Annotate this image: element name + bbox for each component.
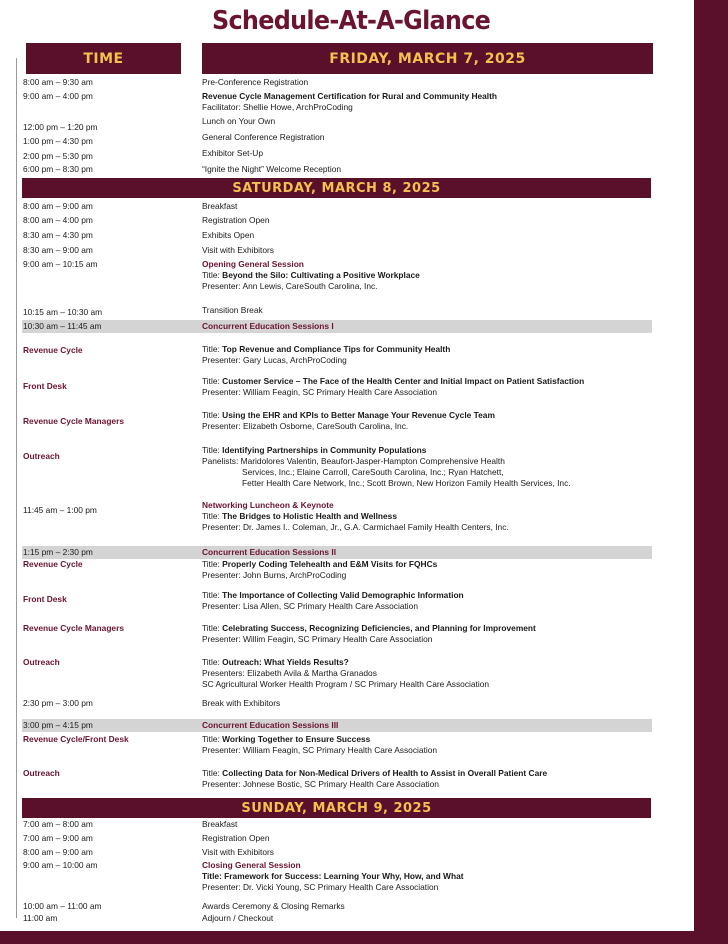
session-title — [202, 623, 652, 634]
title-text: The Bridges to Holistic Health and Wellness — [222, 511, 397, 521]
event-details — [202, 547, 652, 558]
event-line: Presenter: Dr. James I.. Coleman, Jr., G.A. Carmichael Family Health Centers, Inc. — [202, 522, 509, 532]
event-details — [202, 77, 652, 88]
title-text: Using the EHR and KPIs to Better Manage Your Revenue Cycle Team — [222, 410, 495, 420]
title-text: The Importance of Collecting Valid Demographic Information — [222, 590, 464, 600]
event-line: Adjourn / Checkout — [202, 913, 274, 923]
title-label: Title: — [202, 410, 223, 420]
event-line: Presenter: William Feagin, SC Primary Health Care Association — [202, 387, 438, 397]
time-slot: 11:00 am — [23, 913, 58, 923]
session-title — [202, 344, 652, 355]
event-details — [202, 245, 652, 256]
event-details — [202, 768, 652, 790]
event-details — [202, 132, 652, 143]
title-text: Outreach: What Yields Results? — [222, 657, 349, 667]
event-line: Visit with Exhibitors — [202, 847, 274, 857]
title-label: Title: — [202, 511, 223, 521]
title-text: Working Together to Ensure Success — [222, 734, 371, 744]
event-details — [202, 698, 652, 709]
event-details — [202, 230, 652, 241]
day-header-sunday: SUNDAY, MARCH 9, 2025 — [22, 798, 651, 818]
title-text: Customer Service – The Face of the Health Center and Initial Impact on Patient Satisfaction — [222, 376, 585, 386]
event-line: Presenter: Johnese Bostic, SC Primary Health Care Association — [202, 779, 439, 789]
event-line: Presenter: Ann Lewis, CareSouth Carolina, Inc. — [202, 281, 378, 291]
event-details — [202, 259, 652, 292]
event-details — [202, 91, 652, 113]
event-line: Breakfast — [202, 201, 238, 211]
event-line: Exhibits Open — [202, 230, 255, 240]
event-line: Transition Break — [202, 305, 263, 315]
track-label: Outreach — [23, 768, 60, 778]
title-text: Collecting Data for Non-Medical Drivers of Health to Assist in Overall Patient Care — [222, 768, 548, 778]
session-name: Networking Luncheon & Keynote — [202, 500, 334, 510]
day-header-friday: FRIDAY, MARCH 7, 2025 — [202, 43, 653, 74]
event-line: Presenters: Elizabeth Avila & Martha Granados — [202, 668, 377, 678]
event-line: Presenter: Lisa Allen, SC Primary Health Care Association — [202, 601, 418, 611]
time-slot: 7:00 am – 8:00 am — [23, 819, 93, 829]
day-header-saturday: SATURDAY, MARCH 8, 2025 — [22, 178, 651, 198]
time-slot: 3:00 pm – 4:15 pm — [23, 720, 93, 730]
event-details — [202, 734, 652, 756]
event-details — [202, 860, 652, 893]
title-label: Title: — [202, 657, 223, 667]
event-line: Breakfast — [202, 819, 238, 829]
session-title — [202, 768, 652, 779]
track-label: Revenue Cycle/Front Desk — [23, 734, 129, 744]
track-label: Outreach — [23, 657, 60, 667]
session-title — [202, 657, 652, 668]
event-details — [202, 847, 652, 858]
session-title — [202, 511, 652, 522]
event-details — [202, 305, 652, 316]
event-details — [202, 201, 652, 212]
track-label: Outreach — [23, 451, 60, 461]
time-slot: 10:00 am – 11:00 am — [23, 901, 102, 911]
event-line: Presenter: Gary Lucas, ArchProCoding — [202, 355, 347, 365]
right-border-bar — [694, 0, 728, 944]
title-text: Properly Coding Telehealth and E&M Visits for FQHCs — [222, 559, 438, 569]
time-slot: 9:00 am – 4:00 pm — [23, 91, 93, 101]
event-details — [202, 376, 652, 398]
time-slot: 8:30 am – 4:30 pm — [23, 230, 93, 240]
event-details — [202, 215, 652, 226]
event-line: Lunch on Your Own — [202, 116, 276, 126]
time-column-header: TIME — [26, 43, 181, 74]
event-line: Visit with Exhibitors — [202, 245, 274, 255]
event-details — [202, 116, 652, 127]
session-title — [202, 734, 652, 745]
event-line: Break with Exhibitors — [202, 698, 281, 708]
time-slot: 2:00 pm – 5:30 pm — [23, 151, 93, 161]
session-title — [202, 445, 652, 456]
time-slot: 8:00 am – 9:30 am — [23, 77, 93, 87]
event-line: Title: Framework for Success: Learning Your Why, How, and What — [202, 871, 464, 881]
event-details — [202, 819, 652, 830]
title-text: Celebrating Success, Recognizing Deficiencies, and Planning for Improvement — [222, 623, 536, 633]
time-slot: 8:00 am – 9:00 am — [23, 201, 93, 211]
title-label: Title: — [202, 445, 223, 455]
session-title — [202, 559, 652, 570]
title-text: Beyond the Silo: Cultivating a Positive Workplace — [222, 270, 420, 280]
time-slot: 8:00 am – 4:00 pm — [23, 215, 93, 225]
event-line: General Conference Registration — [202, 132, 325, 142]
title-text: Identifying Partnerships in Community Populations — [222, 445, 427, 455]
event-details — [202, 410, 652, 432]
time-slot: 10:30 am – 11:45 am — [23, 321, 102, 331]
event-details — [202, 500, 652, 533]
event-line: Exhibitor Set-Up — [202, 148, 263, 158]
time-slot: 7:00 am – 9:00 am — [23, 833, 93, 843]
event-line: Services, Inc.; Elaine Carroll, CareSouth Carolina, Inc.; Ryan Hatchett, — [242, 467, 504, 477]
track-label: Front Desk — [23, 381, 67, 391]
event-details — [202, 590, 652, 612]
event-line: Panelists: Maridolores Valentin, Beaufort-Jasper-Hampton Comprehensive Health — [202, 456, 505, 466]
session-name: Concurrent Education Sessions I — [202, 321, 334, 331]
bottom-border-bar — [0, 931, 728, 944]
event-line: Registration Open — [202, 215, 270, 225]
event-line: Presenter: John Burns, ArchProCoding — [202, 570, 347, 580]
event-details — [202, 321, 652, 332]
session-name: Opening General Session — [202, 259, 304, 269]
track-label: Revenue Cycle — [23, 559, 83, 569]
time-slot: 9:00 am – 10:15 am — [23, 259, 98, 269]
track-label: Front Desk — [23, 594, 67, 604]
title-label: Title: — [202, 344, 223, 354]
session-block-row — [22, 320, 652, 333]
title-label: Title: — [202, 376, 223, 386]
event-line: Revenue Cycle Management Certification for Rural and Community Health — [202, 91, 498, 101]
session-block-row — [22, 719, 652, 732]
event-details — [202, 559, 652, 581]
event-details — [202, 623, 652, 645]
event-line: Presenter: Dr. Vicki Young, SC Primary Health Care Association — [202, 882, 439, 892]
event-details — [202, 445, 652, 489]
time-slot: 8:00 am – 9:00 am — [23, 847, 93, 857]
time-slot: 1:15 pm – 2:30 pm — [23, 547, 93, 557]
track-label: Revenue Cycle Managers — [23, 416, 125, 426]
page-title: Schedule-At-A-Glance — [212, 6, 491, 36]
time-slot: 10:15 am – 10:30 am — [23, 307, 103, 317]
session-title — [202, 270, 652, 281]
event-details — [202, 833, 652, 844]
time-slot: 12:00 pm – 1:20 pm — [23, 122, 98, 132]
event-details — [202, 913, 652, 924]
time-slot: 8:30 am – 9:00 am — [23, 245, 93, 255]
event-line: SC Agricultural Worker Health Program / SC Primary Health Care Association — [202, 679, 490, 689]
event-line: “Ignite the Night” Welcome Reception — [202, 164, 342, 174]
session-title — [202, 410, 652, 421]
time-slot: 11:45 am – 1:00 pm — [23, 505, 97, 515]
title-label: Title: — [202, 768, 223, 778]
event-line: Registration Open — [202, 833, 270, 843]
event-details — [202, 148, 652, 159]
event-details — [202, 720, 652, 731]
track-label: Revenue Cycle — [23, 345, 83, 355]
title-label: Title: — [202, 270, 223, 280]
event-line: Awards Ceremony & Closing Remarks — [202, 901, 345, 911]
event-details — [202, 657, 652, 690]
event-line: Presenter: Elizabeth Osborne, CareSouth Carolina, Inc. — [202, 421, 409, 431]
event-line: Presenter: William Feagin, SC Primary Health Care Association — [202, 745, 438, 755]
session-name: Concurrent Education Sessions III — [202, 720, 339, 730]
title-label: Title: — [202, 559, 223, 569]
event-details — [202, 901, 652, 912]
time-slot: 2:30 pm – 3:00 pm — [23, 698, 93, 708]
title-label: Title: — [202, 734, 223, 744]
track-label: Revenue Cycle Managers — [23, 623, 125, 633]
session-title — [202, 376, 652, 387]
time-slot: 9:00 am – 10:00 am — [23, 860, 98, 870]
title-label: Title: — [202, 623, 223, 633]
event-line: Presenter: Willim Feagin, SC Primary Health Care Association — [202, 634, 433, 644]
session-title — [202, 590, 652, 601]
event-line: Facilitator: Shellie Howe, ArchProCoding — [202, 102, 353, 112]
event-details — [202, 344, 652, 366]
title-label: Title: — [202, 590, 223, 600]
session-block-row — [22, 546, 652, 559]
session-name: Concurrent Education Sessions II — [202, 547, 337, 557]
event-line: Pre-Conference Registration — [202, 77, 309, 87]
title-text: Top Revenue and Compliance Tips for Community Health — [222, 344, 451, 354]
session-name: Closing General Session — [202, 860, 301, 870]
time-slot: 1:00 pm – 4:30 pm — [23, 136, 93, 146]
time-slot: 6:00 pm – 8:30 pm — [23, 164, 93, 174]
event-details — [202, 164, 652, 175]
event-line: Fetter Health Care Network, Inc.; Scott Brown, New Horizon Family Health Services, Inc. — [242, 478, 571, 488]
time-column-rule — [16, 58, 17, 918]
